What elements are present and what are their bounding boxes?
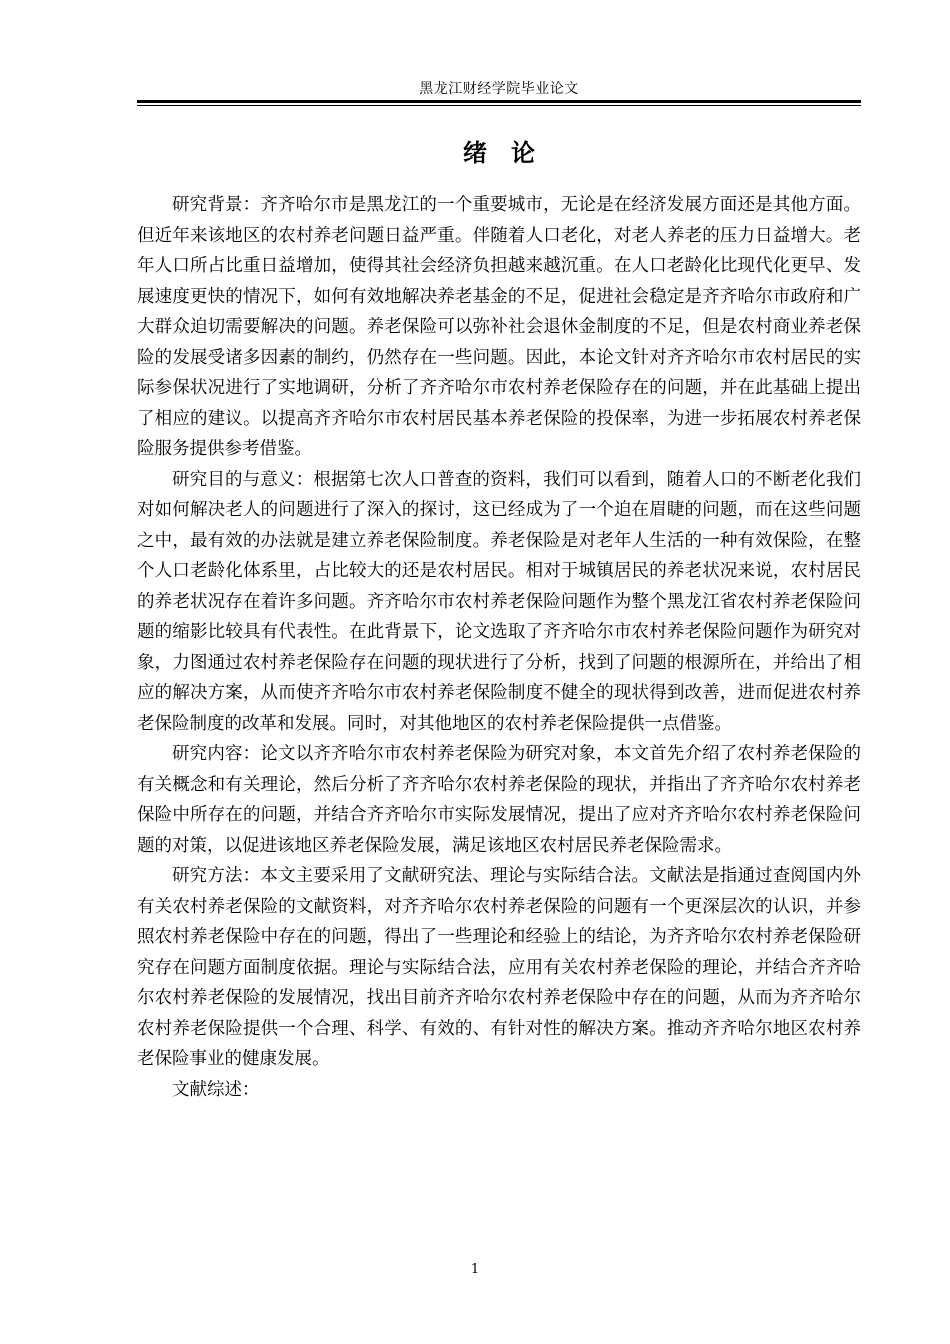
page-number: 1 [470,1262,480,1277]
paragraph-research-purpose: 研究目的与意义：根据第七次人口普查的资料，我们可以看到，随着人口的不断老化我们对如何解决老人的问题进行了深入的探讨，这已经成为了一个迫在眉睫的问题，而在这些问题之中，最有效的办法就是建立养老保险制度。养老保险是对老年人生活的一种有效保险，在整个人口老龄化体系里，占比较大的还是农村居民。相对于城镇居民的养老状况来说，农村居民的养老状况存在着许多问题。齐齐哈尔市农村养老保险问题作为整个黑龙江省农村养老保险问题的缩影比较具有代表性。在此背景下，论文选取了齐齐哈尔市农村养老保险问题作为研究对象，力图通过农村养老保险存在问题的现状进行了分析，找到了问题的根源所在，并给出了相应的解决方案，从而使齐齐哈尔市农村养老保险制度不健全的现状得到改善，进而促进农村养老保险制度的改革和发展。同时，对其他地区的农村养老保险提供一点借鉴。 [137,469,861,734]
header-rule-thick [137,100,861,103]
header-rule-thin [137,105,861,106]
paragraph-research-background: 研究背景：齐齐哈尔市是黑龙江的一个重要城市，无论是在经济发展方面还是其他方面。但近年来该地区的农村养老问题日益严重。伴随着人口老化，对老人养老的压力日益增大。老年人口所占比重日益增加，使得其社会经济负担越来越沉重。在人口老龄化比现代化更早、发展速度更快的情况下，如何有效地解决养老基金的不足，促进社会稳定是齐齐哈尔市政府和广大群众迫切需要解决的问题。养老保险可以弥补社会退休金制度的不足，但是农村商业养老保险的发展受诸多因素的制约，仍然存在一些问题。因此，本论文针对齐齐哈尔市农村居民的实际参保状况进行了实地调研，分析了齐齐哈尔市农村养老保险存在的问题，并在此基础上提出了相应的建议。以提高齐齐哈尔市农村居民基本养老保险的投保率，为进一步拓展农村养老保险服务提供参考借鉴。 [137,195,861,459]
chapter-title: 绪论 [463,138,559,167]
paragraph-research-content: 研究内容：论文以齐齐哈尔市农村养老保险为研究对象，本文首先介绍了农村养老保险的有关概念和有关理论，然后分析了齐齐哈尔农村养老保险的现状，并指出了齐齐哈尔农村养老保险中所存在的问题，并结合齐齐哈尔市实际发展情况，提出了应对齐齐哈尔农村养老保险问题的对策，以促进该地区养老保险发展，满足该地区农村居民养老保险需求。 [137,744,861,856]
body-text [137,190,861,1105]
paragraph-research-methods: 研究方法：本文主要采用了文献研究法、理论与实际结合法。文献法是指通过查阅国内外有关农村养老保险的文献资料，对齐齐哈尔农村养老保险的问题有一个更深层次的认识，并参照农村养老保险中存在的问题，得出了一些理论和经验上的结论，为齐齐哈尔农村养老保险研究存在问题方面制度依据。理论与实际结合法，应用有关农村养老保险的理论，并结合齐齐哈尔农村养老保险的发展情况，找出目前齐齐哈尔农村养老保险中存在的问题，从而为齐齐哈尔农村养老保险提供一个合理、科学、有效的、有针对性的解决方案。推动齐齐哈尔地区农村养老保险事业的健康发展。 [137,866,861,1069]
running-header: 黑龙江财经学院毕业论文 [419,81,579,97]
paragraph-literature-review: 文献综述： [172,1079,260,1100]
